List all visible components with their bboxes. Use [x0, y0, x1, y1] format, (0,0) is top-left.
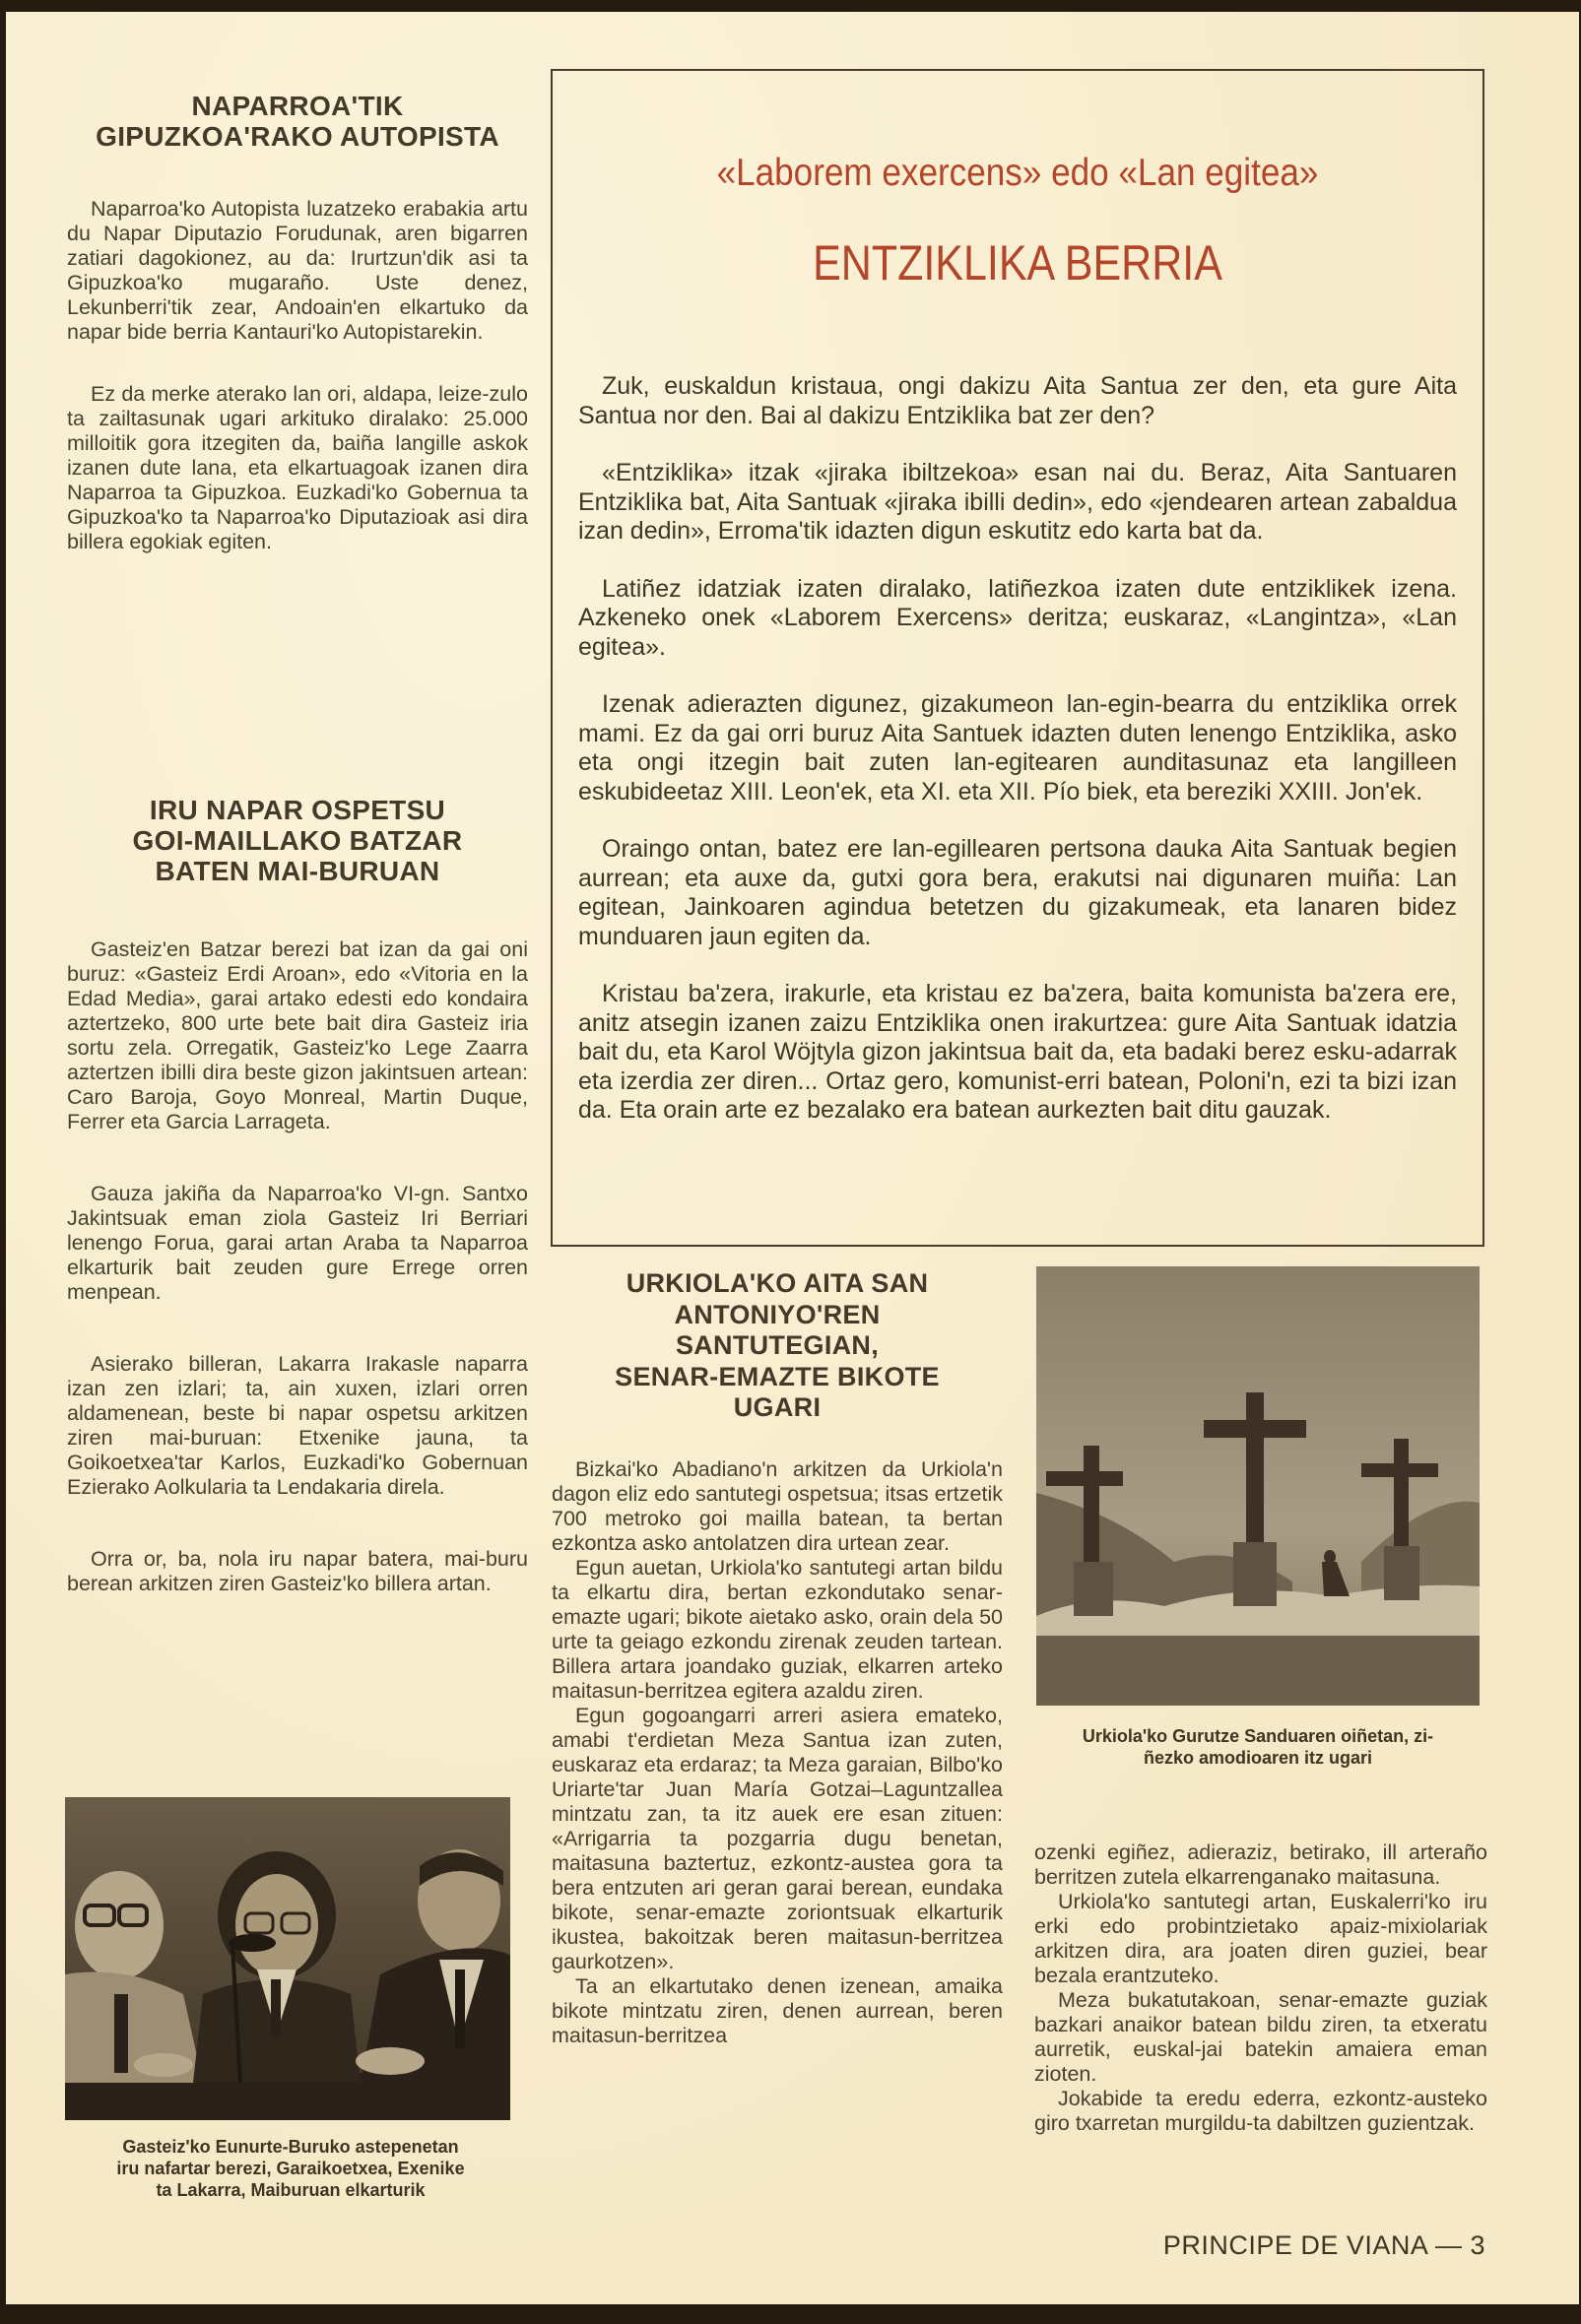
article-urkiola [552, 1268, 1003, 2048]
caption-line: iru nafartar berezi, Garaikoetxea, Exenike [116, 2159, 465, 2178]
title-line: URKIOLA'KO AITA SAN [626, 1268, 929, 1298]
article-iru-napar-title [67, 795, 528, 886]
title-line: IRU NAPAR OSPETSU [149, 795, 446, 825]
title-line: SANTUTEGIAN, [675, 1330, 880, 1360]
paragraph: ozenki egiñez, adieraziz, betirako, ill arteraño berritzen zutela elkarrenganako maitasuna. [1034, 1840, 1487, 1889]
paragraph: Izenak adierazten digunez, gizakumeon lan-egin-bearra du entziklika orrek mami. Ez da gai orri buruz Aita Santuek idazten duten lenengo Entziklika, asko eta ongi itzegin bait zuten lan-egitearen aunditasunaz eta langilleen eskubideetaz XIII. Leon'ek, eta XI. eta XII. Pío biek, eta bereziki XXIII. Jon'ek. [578, 690, 1457, 806]
meeting-photo [65, 1797, 510, 2120]
title-line: NAPARROA'TIK [191, 91, 404, 121]
paragraph: Egun auetan, Urkiola'ko santutegi artan bildu ta elkartu dira, bertan ezkondutako senar-emazte ugari; bikote aietako asko, orain dela 50 urte ta geiago ezkondu zirenak zeuden tartean. Billera artara joandako guziak, elkarren arteko maitasun-berritzea egitera azaldu ziren. [552, 1555, 1003, 1703]
publication-name: PRINCIPE DE VIANA [1162, 2230, 1427, 2260]
article-urkiola-title [552, 1268, 1003, 1424]
magazine-page [6, 12, 1579, 2304]
caption-line: Gasteiz'ko Eunurte-Buruko astepenetan [122, 2137, 459, 2157]
encyclical-title: ENTZIKLIKA BERRIA [813, 235, 1222, 290]
meeting-photo-illustration [65, 1797, 510, 2120]
paragraph: «Entziklika» itzak «jiraka ibiltzekoa» esan nai du. Beraz, Aita Santuaren Entziklika bat, Aita Santuak «jiraka ibilli dedin», edo «jendearen artean zabaldua izan dedin», Erroma'tik idazten digun eskutitz edo karta bat da. [578, 459, 1457, 545]
crosses-photo-illustration [1036, 1266, 1480, 1706]
caption-line: ñezko amodioaren itz ugari [1143, 1748, 1373, 1768]
article-urkiola-continued [1034, 1840, 1487, 2136]
paragraph: Gauza jakiña da Naparroa'ko VI-gn. Santxo Jakintsuak eman ziola Gasteiz Iri Berriari lenengo Forua, garai artan Araba ta Naparroa elkarturik bait zeuden gure Errege orren menpean. [67, 1182, 528, 1304]
paragraph: Bizkai'ko Abadiano'n arkitzen da Urkiola'n dagon eliz edo santutegi ospetsua; itsas ertzetik 700 metroko goi mailla batean, ta bertan ezkontza asko antolatzen dira urtean zear. [552, 1456, 1003, 1555]
article-autopista [67, 91, 528, 554]
paragraph: Orra or, ba, nola iru napar batera, mai-buru berean arkitzen ziren Gasteiz'ko billera artan. [67, 1547, 528, 1595]
encyclical-subtitle: «Laborem exercens» edo «Lan egitea» [716, 152, 1319, 194]
paragraph: Ta an elkartutako denen izenean, amaika bikote mintzatu ziren, denen aurrean, beren maitasun-berritzea [552, 1973, 1003, 2047]
page-footer [1163, 2230, 1485, 2261]
title-line: SENAR-EMAZTE BIKOTE [615, 1361, 940, 1391]
title-line: GIPUZKOA'RAKO AUTOPISTA [96, 121, 499, 152]
article-iru-napar [67, 795, 528, 1596]
crosses-photo [1036, 1266, 1480, 1706]
crosses-photo-caption [1030, 1725, 1485, 1769]
paragraph: Naparroa'ko Autopista luzatzeko erabakia artu du Napar Diputazio Forudunak, aren bigarren zatiari dagokionez, au da: Irurtzun'dik asi ta Gipuzkoa'ko mugaraño. Uste denez, Lekunberri'tik zear, Andoain'en elkartuko da napar bide berria Kantauri'ko Autopistarekin. [67, 197, 528, 344]
title-line: UGARI [733, 1392, 822, 1422]
encyclical-body [578, 372, 1457, 1154]
meeting-photo-caption [63, 2136, 518, 2201]
title-line: GOI-MAILLAKO BATZAR [132, 825, 463, 856]
page-number: 3 [1470, 2230, 1485, 2260]
paragraph: Kristau ba'zera, irakurle, eta kristau ez ba'zera, baita komunista ba'zera ere, anitz atsegin izanen zaizu Entziklika onen irakurtzea: gure Aita Santuak idatzia bait du, eta Karol Wöjtyla gizon jakintsua bait da, eta badaki berez esku-adarrak eta izerdia zer diren... Ortaz gero, komunist-erri batean, Poloni'n, ezi ta bizi izan da. Eta orain arte ez bezalako era batean aurkezten bait ditu gauzak. [578, 980, 1457, 1124]
paragraph: Egun gogoangarri arreri asiera emateko, amabi t'erdietan Meza Santua izan zuten, euskaraz eta erdaraz; ta Meza garaian, Bilbo'ko Uriarte'tar Juan María Gotzai–Laguntzallea mintzatu zan, ta itz auek ere esan zituen: «Arrigarria ta pozgarria dugu benetan, maitasuna baztertuz, ezkontz-austea gora ta bera entzuten ari geran garai berean, eundaka bikote, senar-emazte zoriontsuak elkarturik ikustea, bakoitzak beren maitasun-berritzea gaurkotzen». [552, 1703, 1003, 1973]
paragraph: Latiñez idatziak izaten diralako, latiñezkoa izaten dute entziklikek izena. Azkeneko onek «Laborem Exercens» deritza; euskaraz, «Langintza», «Lan egitea». [578, 574, 1457, 661]
title-line: ANTONIYO'REN [674, 1299, 881, 1329]
paragraph: Meza bukatutakoan, senar-emazte guziak bazkari anaikor batean bildu ziren, ta etxeratu aurretik, euskal-jai batekin amaiera eman zioten. [1034, 1988, 1487, 2086]
encyclical-box [551, 69, 1484, 1247]
footer-separator: — [1434, 2230, 1463, 2260]
paragraph: Gasteiz'en Batzar berezi bat izan da gai oni buruz: «Gasteiz Erdi Aroan», edo «Vitoria en la Edad Media», garai artako edesti edo kondaira aztertzeko, 800 urte bete bait dira Gasteiz iria sortu zela. Orregatik, Gasteiz'ko Lege Zaarra aztertzen ibilli dira beste gizon jakintsuen artean: Caro Baroja, Goyo Monreal, Martin Duque, Ferrer eta Garcia Larrageta. [67, 937, 528, 1133]
paragraph: Oraingo ontan, batez ere lan-egillearen pertsona dauka Aita Santuak begien aurrean; eta auxe da, gutxi gora bera, erakutsi nai digunaren muiña: Lan egitean, Jainkoaren agindua betetzen du gizakumeak, eta lanaren bidez munduaren jaun egiten da. [578, 835, 1457, 950]
article-autopista-title [67, 91, 528, 152]
caption-line: ta Lakarra, Maiburuan elkarturik [156, 2180, 426, 2200]
paragraph: Jokabide ta eredu ederra, ezkontz-austeko giro txarretan murgildu-ta dabiltzen guzientzak. [1034, 2087, 1487, 2135]
caption-line: Urkiola'ko Gurutze Sanduaren oiñetan, zi- [1082, 1726, 1434, 1746]
paragraph: Zuk, euskaldun kristaua, ongi dakizu Aita Santua zer den, eta gure Aita Santua nor den. Bai al dakizu Entziklika bat zer den? [578, 372, 1457, 429]
paragraph: Urkiola'ko santutegi artan, Euskalerri'ko iru erki edo probintzietako apaiz-mixiolariak arkitzen dira, ara joaten diren guziei, bear bezala erantzuteko. [1034, 1890, 1487, 1987]
paragraph: Asierako billeran, Lakarra Irakasle naparra izan zen izlari; ta, ain xuxen, izlari orren aldamenean, beste bi napar ospetsu arkitzen ziren mai-buruan: Etxenike jauna, ta Goikoetxea'tar Karlos, Euzkadi'ko Gobernuan Ezierako Aolkularia ta Lendakaria direla. [67, 1352, 528, 1499]
title-line: BATEN MAI-BURUAN [155, 856, 440, 886]
paragraph: Ez da merke aterako lan ori, aldapa, leize-zulo ta zailtasunak ugari arkituko diralako: 25.000 milloitik gora itzegiten da, baiña langille askok izanen dute lana, eta elkartuagoak izanen dira Naparroa ta Gipuzkoa. Euzkadi'ko Gobernua ta Gipuzkoa'ko ta Naparroa'ko Diputazioak asi dira billera egokiak egiten. [67, 382, 528, 553]
